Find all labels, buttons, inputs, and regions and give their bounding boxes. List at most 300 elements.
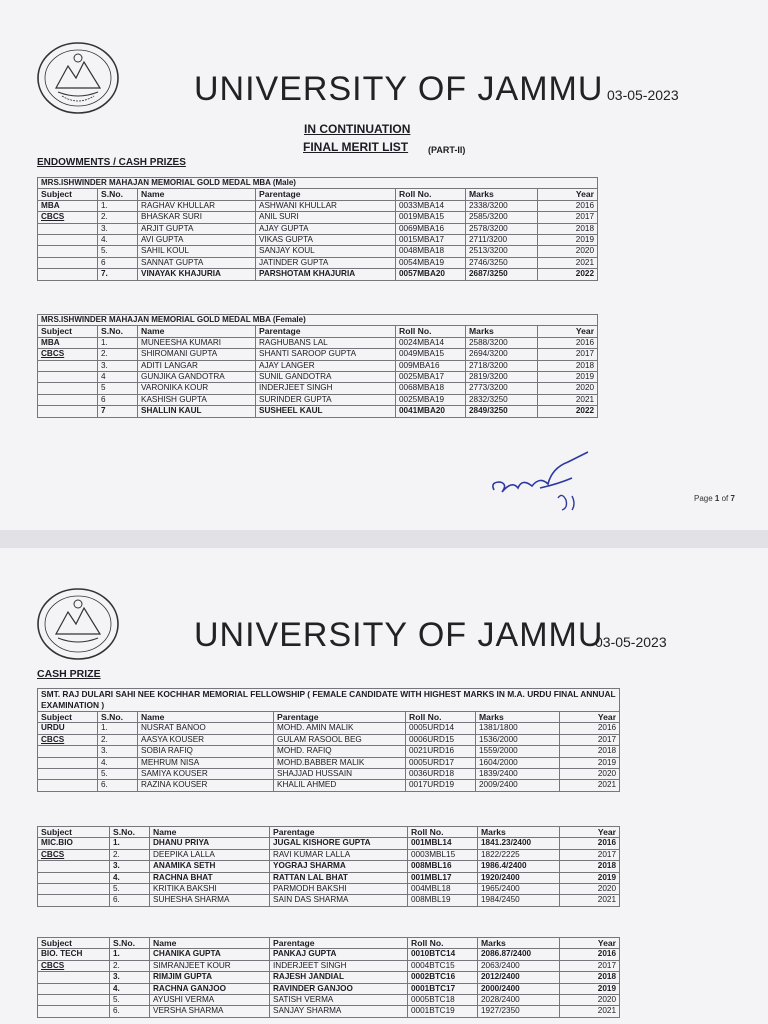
name-cell: SAHIL KOUL bbox=[138, 246, 256, 257]
name-cell: VARONIKA KOUR bbox=[138, 383, 256, 394]
column-header: Subject bbox=[38, 938, 110, 949]
table-row bbox=[38, 960, 620, 971]
sno-cell: 3. bbox=[98, 746, 138, 757]
page-current: 1 bbox=[714, 494, 720, 503]
parentage-cell: SANJAY SHARMA bbox=[270, 1006, 408, 1017]
column-header: Name bbox=[138, 712, 274, 723]
merit-table-mba-female bbox=[37, 314, 598, 418]
subject-cell bbox=[38, 383, 98, 394]
parentage-cell: INDERJEET SINGH bbox=[256, 383, 396, 394]
marks-cell: 1841.23/2400 bbox=[478, 838, 560, 849]
endowments-section-heading: ENDOWMENTS / CASH PRIZES bbox=[37, 157, 186, 168]
university-title: UNIVERSITY OF JAMMU bbox=[194, 616, 604, 654]
table-row bbox=[38, 372, 598, 383]
marks-cell: 1559/2000 bbox=[476, 746, 560, 757]
sno-cell: 5 bbox=[98, 383, 138, 394]
column-header: Subject bbox=[38, 827, 110, 838]
sno-cell: 3. bbox=[110, 861, 150, 872]
marks-cell: 2832/3250 bbox=[466, 394, 538, 405]
name-cell: SHIROMANI GUPTA bbox=[138, 349, 256, 360]
name-cell: VINAYAK KHAJURIA bbox=[138, 269, 256, 280]
parentage-cell: RATTAN LAL BHAT bbox=[270, 872, 408, 883]
subject-cell bbox=[38, 780, 98, 791]
sno-cell: 5. bbox=[98, 246, 138, 257]
subject-cell bbox=[38, 360, 98, 371]
name-cell: SHALLIN KAUL bbox=[138, 406, 256, 417]
roll-cell: 0041MBA20 bbox=[396, 406, 466, 417]
subject-cell bbox=[38, 983, 110, 994]
sno-cell: 7 bbox=[98, 406, 138, 417]
table-row bbox=[38, 734, 620, 745]
roll-cell: 008MBL19 bbox=[408, 895, 478, 906]
column-header: Parentage bbox=[270, 827, 408, 838]
marks-cell: 1986.4/2400 bbox=[478, 861, 560, 872]
roll-cell: 0068MBA18 bbox=[396, 383, 466, 394]
parentage-cell: SURINDER GUPTA bbox=[256, 394, 396, 405]
name-cell: MUNEESHA KUMARI bbox=[138, 337, 256, 348]
subject-cell bbox=[38, 372, 98, 383]
subject-cell bbox=[38, 235, 98, 246]
column-header: Year bbox=[560, 827, 620, 838]
page-label: Page bbox=[694, 494, 713, 503]
final-merit-list-heading: FINAL MERIT LIST bbox=[303, 140, 409, 154]
table-row bbox=[38, 746, 620, 757]
sno-cell: 1. bbox=[98, 337, 138, 348]
column-header: Subject bbox=[38, 326, 98, 337]
subject-cell: MIC.BIO bbox=[38, 838, 110, 849]
table-row bbox=[38, 983, 620, 994]
column-header: Marks bbox=[466, 189, 538, 200]
subject-cell bbox=[38, 257, 98, 268]
name-cell: AASYA KOUSER bbox=[138, 734, 274, 745]
name-cell: SUHESHA SHARMA bbox=[150, 895, 270, 906]
parentage-cell: PANKAJ GUPTA bbox=[270, 949, 408, 960]
marks-cell: 1604/2000 bbox=[476, 757, 560, 768]
column-header: S.No. bbox=[98, 712, 138, 723]
column-header: Parentage bbox=[274, 712, 406, 723]
marks-cell: 2746/3250 bbox=[466, 257, 538, 268]
column-header: Year bbox=[560, 938, 620, 949]
column-header: Year bbox=[560, 712, 620, 723]
year-cell: 2019 bbox=[560, 983, 620, 994]
name-cell: KRITIKA BAKSHI bbox=[150, 884, 270, 895]
name-cell: GUNJIKA GANDOTRA bbox=[138, 372, 256, 383]
marks-cell: 1381/1800 bbox=[476, 723, 560, 734]
table-row bbox=[38, 1006, 620, 1017]
in-continuation-heading: IN CONTINUATION bbox=[304, 122, 411, 136]
subject-cell bbox=[38, 972, 110, 983]
table-row bbox=[38, 861, 620, 872]
column-header: Parentage bbox=[256, 189, 396, 200]
column-header: S.No. bbox=[98, 326, 138, 337]
column-header: Marks bbox=[478, 938, 560, 949]
document-date: 03-05-2023 bbox=[595, 634, 667, 650]
year-cell: 2016 bbox=[538, 337, 598, 348]
column-header: Name bbox=[138, 189, 256, 200]
name-cell: RAGHAV KHULLAR bbox=[138, 200, 256, 211]
table-row bbox=[38, 406, 598, 417]
column-header: Roll No. bbox=[396, 189, 466, 200]
column-header: Year bbox=[538, 189, 598, 200]
table-row bbox=[38, 360, 598, 371]
column-header: Year bbox=[538, 326, 598, 337]
name-cell: DEEPIKA LALLA bbox=[150, 849, 270, 860]
year-cell: 2018 bbox=[560, 861, 620, 872]
marks-cell: 2578/3200 bbox=[466, 223, 538, 234]
roll-cell: 0005URD17 bbox=[406, 757, 476, 768]
column-header: Name bbox=[150, 827, 270, 838]
column-header: Roll No. bbox=[406, 712, 476, 723]
university-seal-icon bbox=[36, 40, 120, 116]
name-cell: DHANU PRIYA bbox=[150, 838, 270, 849]
sno-cell: 2. bbox=[98, 734, 138, 745]
sno-cell: 2. bbox=[110, 849, 150, 860]
subject-cell: CBCS bbox=[38, 849, 110, 860]
roll-cell: 0010BTC14 bbox=[408, 949, 478, 960]
year-cell: 2016 bbox=[560, 723, 620, 734]
subject-cell bbox=[38, 872, 110, 883]
sno-cell: 6. bbox=[110, 1006, 150, 1017]
roll-cell: 008MBL16 bbox=[408, 861, 478, 872]
roll-cell: 0069MBA16 bbox=[396, 223, 466, 234]
sno-cell: 4 bbox=[98, 372, 138, 383]
parentage-cell: ANIL SURI bbox=[256, 212, 396, 223]
university-title: UNIVERSITY OF JAMMU bbox=[194, 70, 604, 108]
table-row bbox=[38, 337, 598, 348]
marks-cell: 2849/3250 bbox=[466, 406, 538, 417]
table-row bbox=[38, 769, 620, 780]
table-header-row bbox=[38, 712, 620, 723]
parentage-cell: JUGAL KISHORE GUPTA bbox=[270, 838, 408, 849]
subject-cell bbox=[38, 406, 98, 417]
table-caption: SMT. RAJ DULARI SAHI NEE KOCHHAR MEMORIAL FELLOWSHIP ( FEMALE CANDIDATE WITH HIGHEST MARKS IN M.A. URDU FINAL ANNUAL EXAMINATION ) bbox=[38, 689, 620, 712]
page-of: of bbox=[721, 494, 729, 503]
page-divider bbox=[0, 530, 768, 548]
sno-cell: 1. bbox=[98, 200, 138, 211]
subject-cell: URDU bbox=[38, 723, 98, 734]
table-row bbox=[38, 884, 620, 895]
marks-cell: 2012/2400 bbox=[478, 972, 560, 983]
parentage-cell: SUSHEEL KAUL bbox=[256, 406, 396, 417]
name-cell: ADITI LANGAR bbox=[138, 360, 256, 371]
table-row bbox=[38, 995, 620, 1006]
name-cell: ARJIT GUPTA bbox=[138, 223, 256, 234]
sno-cell: 2. bbox=[98, 212, 138, 223]
roll-cell: 0005URD14 bbox=[406, 723, 476, 734]
sno-cell: 2. bbox=[110, 960, 150, 971]
sno-cell: 2. bbox=[98, 349, 138, 360]
marks-cell: 2009/2400 bbox=[476, 780, 560, 791]
marks-cell: 2711/3200 bbox=[466, 235, 538, 246]
column-header: Roll No. bbox=[396, 326, 466, 337]
sno-cell: 3. bbox=[98, 360, 138, 371]
name-cell: SANNAT GUPTA bbox=[138, 257, 256, 268]
parentage-cell: MOHD.BABBER MALIK bbox=[274, 757, 406, 768]
year-cell: 2022 bbox=[538, 406, 598, 417]
column-header: Subject bbox=[38, 712, 98, 723]
roll-cell: 001MBL14 bbox=[408, 838, 478, 849]
roll-cell: 0054MBA19 bbox=[396, 257, 466, 268]
table-header-row bbox=[38, 189, 598, 200]
marks-cell: 1927/2350 bbox=[478, 1006, 560, 1017]
name-cell: AYUSHI VERMA bbox=[150, 995, 270, 1006]
table-row bbox=[38, 349, 598, 360]
subject-cell: BIO. TECH bbox=[38, 949, 110, 960]
table-row bbox=[38, 895, 620, 906]
parentage-cell: MOHD. AMIN MALIK bbox=[274, 723, 406, 734]
marks-cell: 1822/2225 bbox=[478, 849, 560, 860]
marks-cell: 2513/3200 bbox=[466, 246, 538, 257]
roll-cell: 0036URD18 bbox=[406, 769, 476, 780]
column-header: Marks bbox=[478, 827, 560, 838]
parentage-cell: AJAY GUPTA bbox=[256, 223, 396, 234]
cash-prize-section-heading: CASH PRIZE bbox=[37, 668, 101, 680]
roll-cell: 0033MBA14 bbox=[396, 200, 466, 211]
name-cell: BHASKAR SURI bbox=[138, 212, 256, 223]
subject-cell bbox=[38, 757, 98, 768]
name-cell: VERSHA SHARMA bbox=[150, 1006, 270, 1017]
sno-cell: 1. bbox=[110, 838, 150, 849]
table-row bbox=[38, 269, 598, 280]
column-header: S.No. bbox=[98, 189, 138, 200]
year-cell: 2018 bbox=[560, 972, 620, 983]
page-total: 7 bbox=[730, 494, 735, 503]
table-row bbox=[38, 394, 598, 405]
university-seal-icon bbox=[36, 586, 120, 662]
parentage-cell: RAJESH JANDIAL bbox=[270, 972, 408, 983]
year-cell: 2020 bbox=[538, 246, 598, 257]
table-header-row bbox=[38, 326, 598, 337]
table-row bbox=[38, 200, 598, 211]
column-header: Marks bbox=[466, 326, 538, 337]
roll-cell: 0049MBA15 bbox=[396, 349, 466, 360]
sno-cell: 4. bbox=[98, 757, 138, 768]
marks-cell: 2028/2400 bbox=[478, 995, 560, 1006]
roll-cell: 0015MBA17 bbox=[396, 235, 466, 246]
merit-table-bio-tech bbox=[37, 937, 620, 1018]
name-cell: ANAMIKA SETH bbox=[150, 861, 270, 872]
page-number bbox=[694, 494, 735, 503]
year-cell: 2020 bbox=[560, 769, 620, 780]
year-cell: 2018 bbox=[560, 746, 620, 757]
document-page-2 bbox=[0, 548, 768, 1024]
roll-cell: 0024MBA14 bbox=[396, 337, 466, 348]
part-label: (PART-II) bbox=[428, 145, 466, 155]
subject-cell: CBCS bbox=[38, 349, 98, 360]
table-row bbox=[38, 872, 620, 883]
marks-cell: 2687/3250 bbox=[466, 269, 538, 280]
subject-cell bbox=[38, 746, 98, 757]
sno-cell: 6 bbox=[98, 257, 138, 268]
subject-cell: CBCS bbox=[38, 734, 98, 745]
name-cell: RACHNA GANJOO bbox=[150, 983, 270, 994]
sno-cell: 5. bbox=[110, 995, 150, 1006]
marks-cell: 2694/3200 bbox=[466, 349, 538, 360]
year-cell: 2017 bbox=[538, 349, 598, 360]
year-cell: 2021 bbox=[560, 895, 620, 906]
roll-cell: 009MBA16 bbox=[396, 360, 466, 371]
parentage-cell: SHAJJAD HUSSAIN bbox=[274, 769, 406, 780]
sno-cell: 6. bbox=[110, 895, 150, 906]
year-cell: 2017 bbox=[560, 960, 620, 971]
parentage-cell: AJAY LANGER bbox=[256, 360, 396, 371]
name-cell: MEHRUM NISA bbox=[138, 757, 274, 768]
roll-cell: 0025MBA17 bbox=[396, 372, 466, 383]
parentage-cell: PARSHOTAM KHAJURIA bbox=[256, 269, 396, 280]
marks-cell: 1839/2400 bbox=[476, 769, 560, 780]
parentage-cell: RAGHUBANS LAL bbox=[256, 337, 396, 348]
parentage-cell: SANJAY KOUL bbox=[256, 246, 396, 257]
year-cell: 2018 bbox=[538, 223, 598, 234]
subject-cell: MBA bbox=[38, 200, 98, 211]
sno-cell: 4. bbox=[98, 235, 138, 246]
parentage-cell: RAVI KUMAR LALLA bbox=[270, 849, 408, 860]
marks-cell: 1920/2400 bbox=[478, 872, 560, 883]
marks-cell: 2819/3200 bbox=[466, 372, 538, 383]
year-cell: 2019 bbox=[560, 757, 620, 768]
subject-cell bbox=[38, 1006, 110, 1017]
parentage-cell: RAVINDER GANJOO bbox=[270, 983, 408, 994]
subject-cell bbox=[38, 246, 98, 257]
marks-cell: 1536/2000 bbox=[476, 734, 560, 745]
subject-cell: MBA bbox=[38, 337, 98, 348]
table-row bbox=[38, 849, 620, 860]
year-cell: 2020 bbox=[538, 383, 598, 394]
name-cell: RIMJIM GUPTA bbox=[150, 972, 270, 983]
handwritten-signature-icon bbox=[488, 448, 598, 518]
marks-cell: 2000/2400 bbox=[478, 983, 560, 994]
year-cell: 2021 bbox=[538, 394, 598, 405]
name-cell: NUSRAT BANOO bbox=[138, 723, 274, 734]
column-header: S.No. bbox=[110, 827, 150, 838]
subject-cell bbox=[38, 861, 110, 872]
name-cell: RAZINA KOUSER bbox=[138, 780, 274, 791]
parentage-cell: ASHWANI KHULLAR bbox=[256, 200, 396, 211]
column-header: Roll No. bbox=[408, 827, 478, 838]
table-row bbox=[38, 257, 598, 268]
subject-cell bbox=[38, 995, 110, 1006]
subject-cell bbox=[38, 884, 110, 895]
table-row bbox=[38, 723, 620, 734]
column-header: Name bbox=[138, 326, 256, 337]
merit-table-mba-male bbox=[37, 177, 598, 281]
roll-cell: 0003MBL15 bbox=[408, 849, 478, 860]
table-caption: MRS.ISHWINDER MAHAJAN MEMORIAL GOLD MEDAL MBA (Female) bbox=[38, 315, 598, 326]
column-header: Roll No. bbox=[408, 938, 478, 949]
parentage-cell: JATINDER GUPTA bbox=[256, 257, 396, 268]
year-cell: 2022 bbox=[538, 269, 598, 280]
year-cell: 2021 bbox=[538, 257, 598, 268]
document-date: 03-05-2023 bbox=[607, 87, 679, 103]
marks-cell: 2588/3200 bbox=[466, 337, 538, 348]
column-header: Parentage bbox=[270, 938, 408, 949]
table-row bbox=[38, 949, 620, 960]
year-cell: 2020 bbox=[560, 995, 620, 1006]
merit-table-mic-bio bbox=[37, 826, 620, 907]
table-row bbox=[38, 246, 598, 257]
marks-cell: 2338/3200 bbox=[466, 200, 538, 211]
roll-cell: 0019MBA15 bbox=[396, 212, 466, 223]
roll-cell: 0002BTC16 bbox=[408, 972, 478, 983]
year-cell: 2019 bbox=[538, 372, 598, 383]
parentage-cell: INDERJEET SINGH bbox=[270, 960, 408, 971]
column-header: Name bbox=[150, 938, 270, 949]
roll-cell: 0005BTC18 bbox=[408, 995, 478, 1006]
table-row bbox=[38, 757, 620, 768]
subject-cell bbox=[38, 895, 110, 906]
parentage-cell: SAIN DAS SHARMA bbox=[270, 895, 408, 906]
table-row bbox=[38, 972, 620, 983]
subject-cell: CBCS bbox=[38, 960, 110, 971]
year-cell: 2020 bbox=[560, 884, 620, 895]
table-row bbox=[38, 235, 598, 246]
column-header: Subject bbox=[38, 189, 98, 200]
parentage-cell: SHANTI SAROOP GUPTA bbox=[256, 349, 396, 360]
parentage-cell: GULAM RASOOL BEG bbox=[274, 734, 406, 745]
table-header-row bbox=[38, 938, 620, 949]
roll-cell: 0004BTC15 bbox=[408, 960, 478, 971]
roll-cell: 0025MBA19 bbox=[396, 394, 466, 405]
subject-cell: CBCS bbox=[38, 212, 98, 223]
sno-cell: 7. bbox=[98, 269, 138, 280]
year-cell: 2017 bbox=[560, 849, 620, 860]
column-header: Marks bbox=[476, 712, 560, 723]
sno-cell: 5. bbox=[110, 884, 150, 895]
subject-cell bbox=[38, 394, 98, 405]
merit-table-urdu bbox=[37, 688, 620, 792]
parentage-cell: KHALIL AHMED bbox=[274, 780, 406, 791]
sno-cell: 3. bbox=[110, 972, 150, 983]
name-cell: SAMIYA KOUSER bbox=[138, 769, 274, 780]
year-cell: 2017 bbox=[560, 734, 620, 745]
subject-cell bbox=[38, 223, 98, 234]
roll-cell: 001MBL17 bbox=[408, 872, 478, 883]
column-header: Parentage bbox=[256, 326, 396, 337]
sno-cell: 5. bbox=[98, 769, 138, 780]
sno-cell: 1. bbox=[98, 723, 138, 734]
name-cell: KASHISH GUPTA bbox=[138, 394, 256, 405]
roll-cell: 0017URD19 bbox=[406, 780, 476, 791]
year-cell: 2016 bbox=[538, 200, 598, 211]
name-cell: RACHNA BHAT bbox=[150, 872, 270, 883]
roll-cell: 0048MBA18 bbox=[396, 246, 466, 257]
sno-cell: 6 bbox=[98, 394, 138, 405]
year-cell: 2019 bbox=[538, 235, 598, 246]
sno-cell: 6. bbox=[98, 780, 138, 791]
table-row bbox=[38, 212, 598, 223]
roll-cell: 004MBL18 bbox=[408, 884, 478, 895]
year-cell: 2021 bbox=[560, 1006, 620, 1017]
parentage-cell: SUNIL GANDOTRA bbox=[256, 372, 396, 383]
table-row bbox=[38, 223, 598, 234]
marks-cell: 2718/3200 bbox=[466, 360, 538, 371]
name-cell: CHANIKA GUPTA bbox=[150, 949, 270, 960]
year-cell: 2016 bbox=[560, 949, 620, 960]
year-cell: 2021 bbox=[560, 780, 620, 791]
sno-cell: 4. bbox=[110, 983, 150, 994]
marks-cell: 2086.87/2400 bbox=[478, 949, 560, 960]
name-cell: SOBIA RAFIQ bbox=[138, 746, 274, 757]
table-row bbox=[38, 383, 598, 394]
parentage-cell: VIKAS GUPTA bbox=[256, 235, 396, 246]
column-header: S.No. bbox=[110, 938, 150, 949]
roll-cell: 0006URD15 bbox=[406, 734, 476, 745]
table-row bbox=[38, 838, 620, 849]
parentage-cell: SATISH VERMA bbox=[270, 995, 408, 1006]
sno-cell: 4. bbox=[110, 872, 150, 883]
sno-cell: 1. bbox=[110, 949, 150, 960]
year-cell: 2019 bbox=[560, 872, 620, 883]
